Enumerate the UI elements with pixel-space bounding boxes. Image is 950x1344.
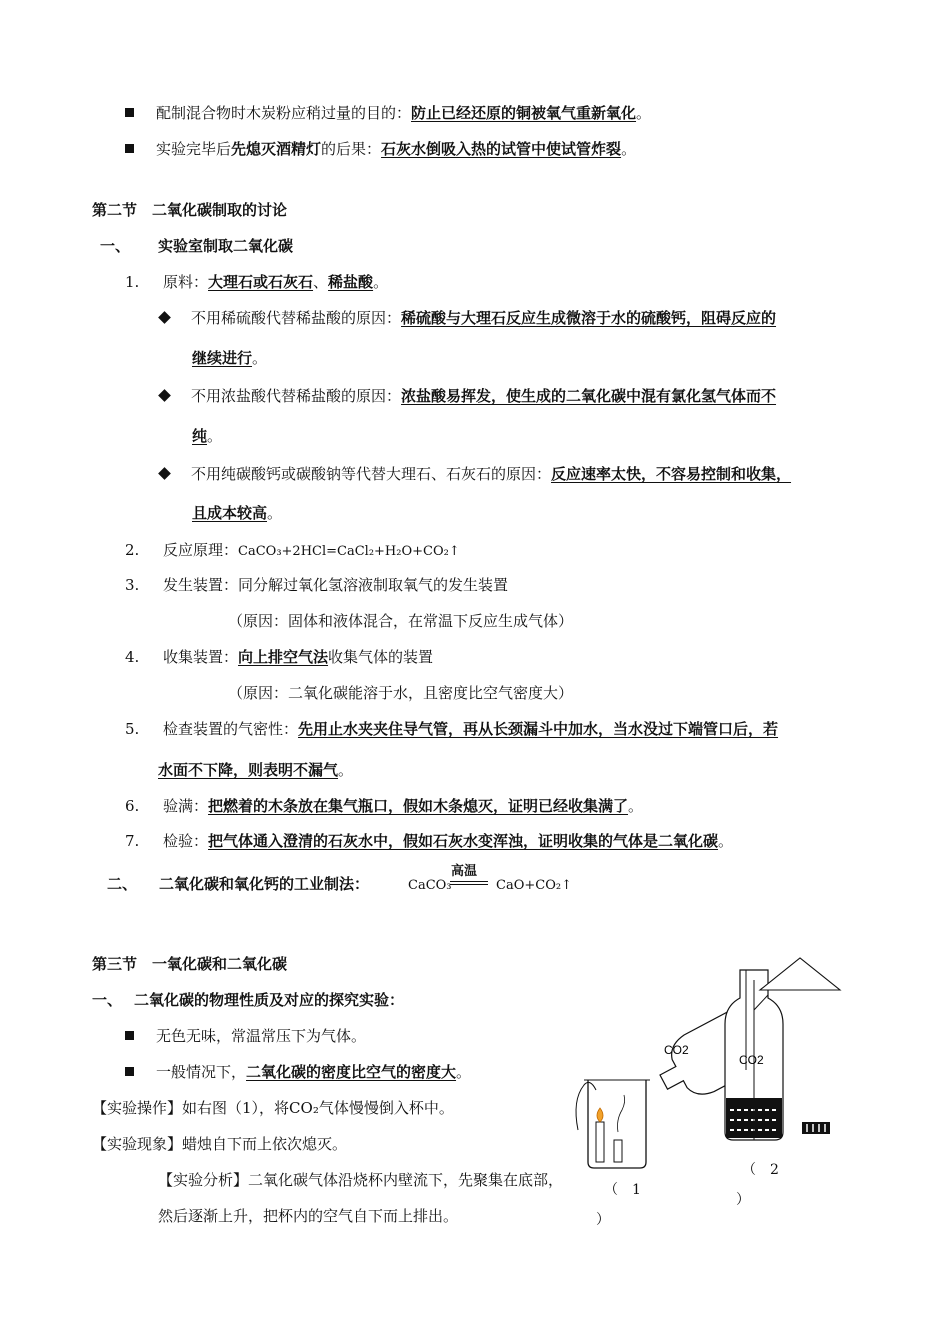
item-2: 2. 反应原理：CaCO₃+2HCl=CaCl₂+H₂O+CO₂↑ [125,541,460,559]
figure-caption-2b: ） [736,1192,750,1208]
section2-part1: 一、 实验室制取二氧化碳 [100,237,294,255]
co2-label-jar: CO2 [739,1053,764,1067]
item-5-cont: 水面不下降，则表明不漏气。 [158,761,354,779]
experiment-phenomenon: 【实验现象】蜡烛自下而上依次熄灭。 [92,1135,348,1153]
section3-part1: 一、 二氧化碳的物理性质及对应的探究实验： [92,991,405,1009]
diamond-bullet-icon [158,389,171,402]
diamond-bullet-icon [158,467,171,480]
experiment-operation: 【实验操作】如右图（1），将CO₂气体慢慢倒入杯中。 [92,1099,454,1117]
sub-reason-1-cont: 继续进行。 [192,349,268,367]
co2-experiment-figure [570,950,870,1190]
item-4: 4. 收集装置：向上排空气法收集气体的装置 [125,648,434,666]
sub-reason-2-cont: 纯。 [192,427,223,445]
sub-reason-3-cont: 且成本较高。 [192,504,283,522]
bullet-colorless: 无色无味，常温常压下为气体。 [125,1026,366,1046]
co2-label-bottle: CO2 [664,1043,689,1057]
item-3: 3. 发生装置：同分解过氧化氢溶液制取氧气的发生装置 [125,576,509,594]
bullet-density: 一般情况下，二氧化碳的密度比空气的密度大。 [125,1062,471,1082]
bullet-lamp: 实验完毕后先熄灭酒精灯的后果：石灰水倒吸入热的试管中使试管炸裂。 [125,139,636,159]
equals-line-top [450,881,488,882]
beaker-with-candles [576,1080,650,1168]
item-5: 5. 检查装置的气密性：先用止水夹夹住导气管，再从长颈漏斗中加水，当水没过下端管口后，若 [125,720,779,738]
experiment-analysis-1: 【实验分析】二氧化碳气体沿烧杯内壁流下，先聚集在底部， [158,1171,564,1189]
section2-part2: 二、 二氧化碳和氧化钙的工业制法： [107,875,370,893]
item-1: 1. 原料：大理石或石灰石、稀盐酸。 [125,273,389,291]
square-bullet-icon [125,1031,134,1040]
sub-reason-3: 不用纯碳酸钙或碳酸钠等代替大理石、石灰石的原因：反应速率太快，不容易控制和收集， [160,464,791,484]
industrial-eq-right: CaO+CO₂↑ [496,878,572,893]
item-6: 6. 验满：把燃着的木条放在集气瓶口，假如木条熄灭，证明已经收集满了。 [125,797,644,815]
figure-caption-2a: （ 2 [742,1162,779,1178]
diamond-bullet-icon [158,311,171,324]
experiment-analysis-2: 然后逐渐上升，把杯内的空气自下而上排出。 [158,1207,459,1225]
figure-caption-1a: （ 1 [604,1182,641,1198]
equals-line-bottom [450,884,488,885]
square-bullet-icon [125,108,134,117]
bottle-with-funnel [725,958,840,1140]
square-bullet-icon [125,144,134,153]
sub-reason-1: 不用稀硫酸代替稀盐酸的原因：稀硫酸与大理石反应生成微溶于水的硫酸钙，阻碍反应的 [160,308,776,328]
sub-reason-2: 不用浓盐酸代替稀盐酸的原因：浓盐酸易挥发，使生成的二氧化碳中混有氯化氢气体而不 [160,386,776,406]
item-4-note: （原因：二氧化碳能溶于水，且密度比空气密度大） [228,684,574,702]
figure-caption-1b: ） [596,1212,610,1228]
reaction-equation: CaCO₃+2HCl=CaCl₂+H₂O+CO₂↑ [238,544,460,559]
condition-high-temp: 高温 [451,864,478,879]
industrial-eq-left: CaCO₃ [408,878,452,893]
section3-title: 第三节 一氧化碳和二氧化碳 [92,955,288,973]
item-3-note: （原因：固体和液体混合，在常温下反应生成气体） [228,612,574,630]
section2-title: 第二节 二氧化碳制取的讨论 [92,201,288,219]
square-bullet-icon [125,1067,134,1076]
item-7: 7. 检验：把气体通入澄清的石灰水中，假如石灰水变浑浊，证明收集的气体是二氧化碳。 [125,832,734,850]
bullet-charcoal: 配制混合物时木炭粉应稍过量的目的：防止已经还原的铜被氧气重新氧化。 [125,103,651,123]
